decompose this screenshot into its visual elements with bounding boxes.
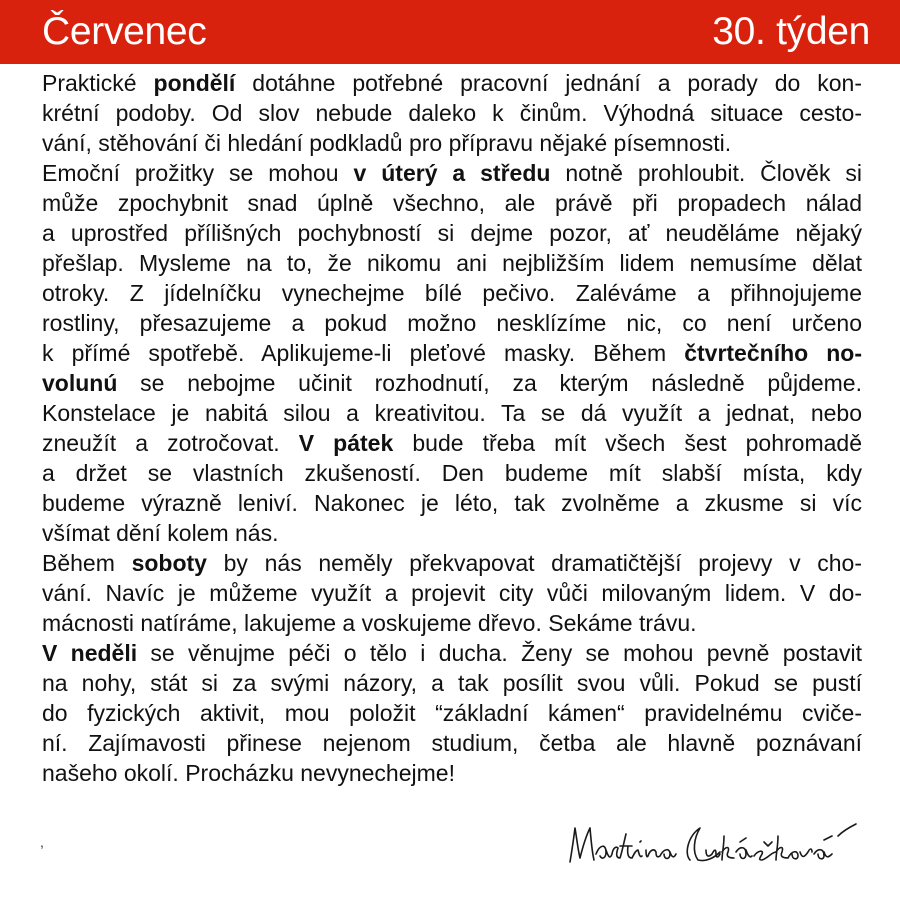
text-line (42, 638, 862, 668)
line-text: rostliny, přesazujeme a pokud možno nesklízíme nic, co není určeno (42, 310, 862, 336)
text-line (42, 548, 862, 578)
line-text: se věnujme péči o tělo i ducha. Ženy se mohou pevně postavit (137, 640, 862, 666)
line-text: dotáhne potřebné pracovní jednání a porady do kon- (235, 70, 862, 96)
text-line (42, 398, 862, 428)
line-text: našeho okolí. Procházku nevynechejme! (42, 760, 455, 786)
footer-mark: , (40, 834, 44, 850)
emphasis-text: V neděli (42, 640, 138, 666)
text-line (42, 128, 862, 158)
text-line (42, 458, 862, 488)
line-text: a držet se vlastních zkušeností. Den budeme mít slabší místa, kdy (42, 460, 862, 486)
text-line (42, 98, 862, 128)
line-text: vání, stěhování či hledání podkladů pro přípravu nějaké písemnosti. (42, 130, 732, 156)
text-line (42, 278, 862, 308)
text-line (42, 518, 862, 548)
header-banner (0, 0, 900, 64)
emphasis-text: čtvrtečního no- (684, 340, 863, 366)
text-line (42, 308, 862, 338)
line-text: Emoční prožitky se mohou (42, 160, 354, 186)
line-text: vání. Navíc je můžeme využít a projevit city vůči milovaným lidem. V do- (42, 580, 862, 606)
line-text: Praktické (42, 70, 154, 96)
emphasis-text: pondělí (153, 70, 236, 96)
emphasis-text: volunú (42, 370, 118, 396)
text-line (42, 158, 862, 188)
text-line (42, 488, 862, 518)
text-line (42, 758, 862, 788)
text-line (42, 248, 862, 278)
line-text: otroky. Z jídelníčku vynechejme bílé pečivo. Zaléváme a přihnojujeme (42, 280, 862, 306)
text-line (42, 608, 862, 638)
line-text: se nebojme učinit rozhodnutí, za kterým následně půjdeme. (117, 370, 862, 396)
line-text: Během (42, 550, 132, 576)
month-title: Červenec (42, 10, 207, 53)
text-line (42, 368, 862, 398)
text-line (42, 698, 862, 728)
text-line (42, 668, 862, 698)
emphasis-text: v úterý a středu (353, 160, 551, 186)
week-number: 30. týden (712, 10, 870, 53)
line-text: krétní podoby. Od slov nebude daleko k činům. Výhodná situace cesto- (42, 100, 862, 126)
line-text: bude třeba mít všech šest pohromadě (393, 430, 862, 456)
line-text: notně prohloubit. Člověk si (550, 160, 862, 186)
line-text: a uprostřed přílišných pochybností si dejme pozor, ať neuděláme nějaký (42, 220, 862, 246)
text-line (42, 728, 862, 758)
text-line (42, 218, 862, 248)
line-text: budeme výrazně leniví. Nakonec je léto, tak zvolněme a zkusme si víc (42, 490, 862, 516)
line-text: by nás neměly překvapovat dramatičtější projevy v cho- (206, 550, 862, 576)
text-line (42, 68, 862, 98)
line-text: ní. Zajímavosti přinese nejenom studium, četba ale hlavně poznávaní (42, 730, 862, 756)
text-line (42, 338, 862, 368)
line-text: mácnosti natíráme, lakujeme a voskujeme dřevo. Sekáme trávu. (42, 610, 697, 636)
emphasis-text: V pátek (298, 430, 394, 456)
line-text: do fyzických aktivit, mou položit “základní kámen“ pravidelnému cviče- (42, 700, 862, 726)
text-line (42, 428, 862, 458)
line-text: může zpochybnit snad úplně všechno, ale právě při propadech nálad (42, 190, 862, 216)
text-line (42, 578, 862, 608)
text-line (42, 188, 862, 218)
line-text: zneužít a zotročovat. (42, 430, 299, 456)
horoscope-text (42, 68, 862, 788)
line-text: na nohy, stát si za svými názory, a tak posílit svou vůli. Pokud se pustí (42, 670, 862, 696)
line-text: Konstelace je nabitá silou a kreativitou. Ta se dá využít a jednat, nebo (42, 400, 862, 426)
line-text: přešlap. Mysleme na to, že nikomu ani nejbližším lidem nemusíme dělat (42, 250, 862, 276)
emphasis-text: soboty (131, 550, 207, 576)
handwritten-signature (556, 806, 866, 876)
line-text: k přímé spotřebě. Aplikujeme-li pleťové masky. Během (42, 340, 685, 366)
line-text: všímat dění kolem nás. (42, 520, 279, 546)
